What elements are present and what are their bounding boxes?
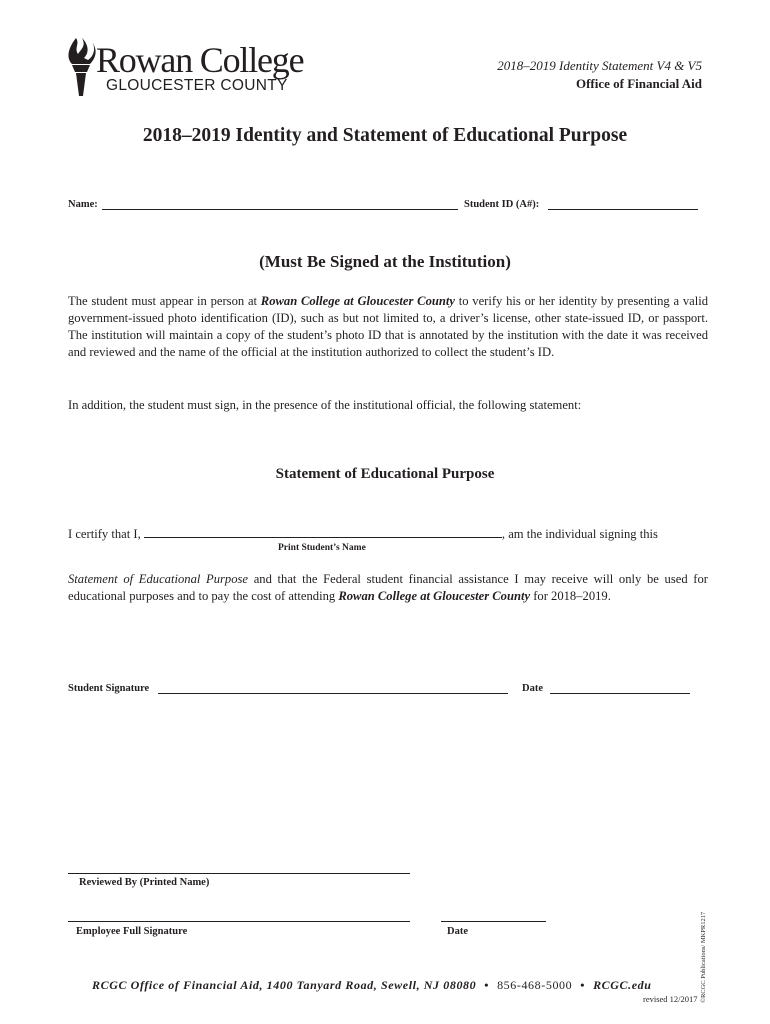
student-signature-label: Student Signature — [68, 683, 150, 694]
student-id-label: Student ID (A#): — [464, 199, 540, 210]
employee-date-label: Date — [447, 926, 468, 937]
logo-college-name: Rowan College — [96, 40, 304, 80]
reviewed-by-field[interactable] — [68, 873, 410, 874]
publication-code: ©RCGC Publications/ MKPR1217 — [700, 911, 707, 1003]
student-signature-field[interactable] — [158, 693, 508, 694]
institution-name: Rowan College at Gloucester County — [260, 294, 455, 308]
employee-signature-label: Employee Full Signature — [76, 926, 188, 937]
employee-signature-field[interactable] — [68, 921, 410, 922]
name-label: Name: — [68, 199, 98, 210]
reviewed-by-label: Reviewed By (Printed Name) — [79, 877, 210, 888]
date-field[interactable] — [550, 693, 690, 694]
statement-intro: In addition, the student must sign, in the presence of the institutional official, the following statement: — [68, 398, 582, 412]
student-id-field[interactable] — [548, 209, 698, 210]
notice-title: (Must Be Signed at the Institution) — [259, 252, 511, 271]
footer-website[interactable]: RCGC.edu — [593, 978, 652, 992]
logo-county-name: GLOUCESTER COUNTY — [106, 77, 288, 94]
footer-address: RCGC Office of Financial Aid, 1400 Tanyard Road, Sewell, NJ 08080 — [92, 978, 477, 992]
print-name-field[interactable] — [144, 525, 502, 538]
name-field[interactable] — [102, 209, 458, 210]
page-title: 2018–2019 Identity and Statement of Educational Purpose — [142, 125, 628, 146]
employee-date-field[interactable] — [441, 921, 546, 922]
form-version: 2018–2019 Identity Statement V4 & V5 — [497, 58, 702, 73]
print-name-label: Print Student’s Name — [278, 543, 366, 553]
office-name: Office of Financial Aid — [575, 76, 702, 91]
footer: RCGC Office of Financial Aid, 1400 Tanyard Road, Sewell, NJ 08080 • 856-468-5000 • RCGC.edu — [92, 978, 652, 992]
certify-line: I certify that I, , am the individual signing this — [68, 527, 658, 541]
statement-body: Statement of Educational Purpose and that the Federal student financial assistance I may receive will only be used for educational purposes and to pay the cost of attending Rowan College at Gloucester County for 2018–2019. — [68, 572, 708, 603]
footer-phone: 856-468-5000 — [497, 978, 573, 992]
date-label: Date — [522, 683, 543, 694]
instructions-paragraph: The student must appear in person at Rowan College at Gloucester County to verify his or her identity by presenting a valid government-issued photo identification (ID), such as but not limited to, a driver’s license, other state-issued ID, or passport. The institution will maintain a copy of the student’s photo ID that is annotated by the institution with the date it was received and reviewed and the name of the official at the institution authorized to collect the student’s ID. — [68, 294, 709, 359]
statement-title: Statement of Educational Purpose — [275, 466, 495, 482]
revised-date: revised 12/2017 — [643, 994, 698, 1004]
